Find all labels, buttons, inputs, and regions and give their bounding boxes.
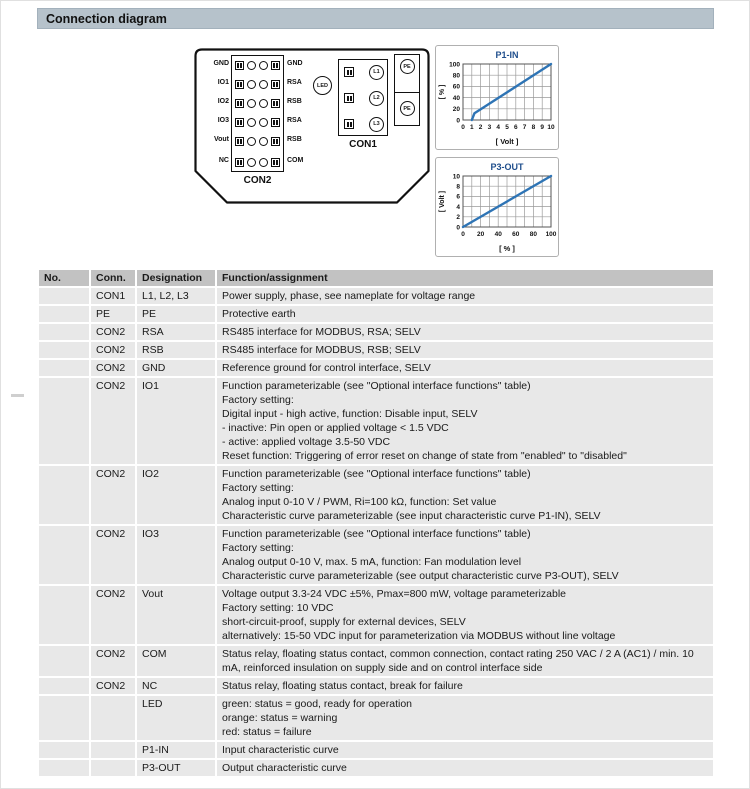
- cell-conn: CON2: [91, 586, 135, 644]
- cell-designation: RSB: [137, 342, 215, 358]
- cell-function: [217, 306, 713, 322]
- function-line: red: status = failure: [222, 726, 312, 738]
- function-line: Factory setting:: [222, 542, 294, 554]
- cell-conn: CON2: [91, 342, 135, 358]
- cell-conn: [91, 742, 135, 758]
- con2-caption: CON2: [243, 175, 272, 186]
- table-row: [39, 360, 713, 376]
- con2-pin-row: [235, 117, 280, 128]
- con1-caption: CON1: [349, 139, 377, 150]
- y-tick-label: 4: [456, 203, 460, 211]
- screw-terminal-icon: [259, 118, 268, 127]
- y-tick-label: 100: [449, 61, 460, 69]
- cell-designation: COM: [137, 646, 215, 676]
- x-tick-label: 60: [512, 231, 520, 238]
- cell-conn: CON2: [91, 324, 135, 340]
- terminal-contact-icon: [271, 61, 280, 70]
- cell-designation: P1-IN: [137, 742, 215, 758]
- function-line: - inactive: Pin open or applied voltage < 1.5 VDC: [222, 422, 449, 434]
- screw-terminal-icon: [259, 61, 268, 70]
- y-tick-label: 2: [456, 214, 460, 222]
- table-header-cell: No.: [39, 270, 89, 286]
- con2-left-label: IO2: [217, 98, 229, 105]
- cell-conn: CON2: [91, 526, 135, 584]
- terminal-contact-icon: [344, 93, 354, 103]
- function-line: - active: applied voltage 3.5-50 VDC: [222, 436, 391, 448]
- y-tick-label: 80: [452, 72, 460, 80]
- function-line: Function parameterizable (see "Optional interface functions" table): [222, 380, 531, 392]
- con2-left-label: IO1: [217, 79, 229, 86]
- con2-left-label: IO3: [217, 117, 229, 124]
- screw-terminal-icon: [259, 99, 268, 108]
- pe-terminal-box-top: [394, 54, 420, 93]
- x-tick-label: 10: [547, 124, 555, 131]
- cell-designation: LED: [137, 696, 215, 740]
- function-line: RS485 interface for MODBUS, RSA; SELV: [222, 326, 421, 338]
- x-axis-label: [ Volt ]: [495, 137, 519, 146]
- con2-right-label: RSB: [287, 98, 302, 105]
- function-line: Analog input 0-10 V / PWM, Ri=100 kΩ, function: Set value: [222, 496, 497, 508]
- con2-right-label: RSA: [287, 117, 302, 124]
- cell-no: [39, 646, 89, 676]
- x-tick-label: 7: [522, 124, 527, 131]
- function-line: Factory setting: 10 VDC: [222, 602, 334, 614]
- function-line: Reset function: Triggering of error reset on change of state from "enabled" to "disabled": [222, 450, 627, 462]
- table-header-cell: Designation: [137, 270, 215, 286]
- chart-p3-out: [435, 157, 559, 257]
- function-line: Factory setting:: [222, 482, 294, 494]
- con2-left-label: NC: [218, 157, 229, 164]
- cell-no: [39, 342, 89, 358]
- table-row: [39, 342, 713, 358]
- table-row: [39, 526, 713, 584]
- chart-p1-in: [435, 45, 559, 150]
- cell-function: [217, 324, 713, 340]
- con2-pin-row: [235, 79, 280, 90]
- table-row: [39, 306, 713, 322]
- terminal-contact-icon: [271, 80, 280, 89]
- function-line: Voltage output 3.3-24 VDC ±5%, Pmax=800 mW, voltage parameterizable: [222, 588, 566, 600]
- con2-right-label: GND: [287, 60, 303, 67]
- phase-terminal-icon: L1: [369, 65, 384, 80]
- cell-designation: RSA: [137, 324, 215, 340]
- function-line: Protective earth: [222, 308, 296, 320]
- cell-no: [39, 324, 89, 340]
- cell-conn: [91, 760, 135, 776]
- function-line: Status relay, floating status contact, common connection, contact rating 250 VAC / 2 A (AC1) / min. 10 mA, reinforced insulation on supply side and on control interface side: [222, 648, 694, 674]
- function-line: Function parameterizable (see "Optional interface functions" table): [222, 528, 531, 540]
- cell-conn: PE: [91, 306, 135, 322]
- cell-function: [217, 378, 713, 464]
- function-line: Characteristic curve parameterizable (see output characteristic curve P3-OUT), SELV: [222, 570, 619, 582]
- cell-designation: IO2: [137, 466, 215, 524]
- cell-function: [217, 646, 713, 676]
- connection-table-head: [39, 270, 713, 286]
- x-tick-label: 3: [487, 124, 492, 131]
- con1-phase-row: [344, 64, 384, 80]
- terminal-contact-icon: [271, 99, 280, 108]
- cell-no: [39, 378, 89, 464]
- cell-function: [217, 742, 713, 758]
- function-line: Analog output 0-10 V, max. 5 mA, function: Fan modulation level: [222, 556, 522, 568]
- pe-terminal-icon: PE: [400, 59, 415, 74]
- x-tick-label: 100: [545, 231, 557, 238]
- x-tick-label: 6: [513, 124, 518, 131]
- y-tick-label: 40: [452, 94, 460, 102]
- cell-no: [39, 466, 89, 524]
- table-row: [39, 696, 713, 740]
- terminal-contact-icon: [235, 137, 244, 146]
- x-tick-label: 9: [540, 124, 545, 131]
- cell-function: [217, 360, 713, 376]
- y-tick-label: 6: [456, 193, 460, 201]
- function-line: Digital input - high active, function: Disable input, SELV: [222, 408, 478, 420]
- function-line: Characteristic curve parameterizable (see input characteristic curve P1-IN), SELV: [222, 510, 601, 522]
- page-title: Connection diagram: [46, 11, 167, 26]
- screw-terminal-icon: [259, 80, 268, 89]
- cell-no: [39, 760, 89, 776]
- cell-function: [217, 586, 713, 644]
- table-row: [39, 324, 713, 340]
- cell-no: [39, 306, 89, 322]
- cell-no: [39, 742, 89, 758]
- function-line: green: status = good, ready for operation: [222, 698, 412, 710]
- cell-no: [39, 526, 89, 584]
- cell-conn: CON2: [91, 466, 135, 524]
- table-header-cell: Function/assignment: [217, 270, 713, 286]
- cell-designation: L1, L2, L3: [137, 288, 215, 304]
- pe-terminal-box-bottom: [394, 92, 420, 126]
- data-series-line: [472, 64, 551, 120]
- x-tick-label: 1: [469, 124, 474, 131]
- y-tick-label: 60: [452, 83, 460, 91]
- phase-terminal-icon: L2: [369, 91, 384, 106]
- cell-function: [217, 526, 713, 584]
- screw-terminal-icon: [247, 158, 256, 167]
- con2-terminal-block: [231, 55, 284, 172]
- table-row: [39, 586, 713, 644]
- terminal-contact-icon: [271, 118, 280, 127]
- cell-designation: PE: [137, 306, 215, 322]
- page-margin-mark: [11, 394, 24, 397]
- cell-designation: P3-OUT: [137, 760, 215, 776]
- x-tick-label: 4: [496, 124, 501, 131]
- cell-conn: CON2: [91, 646, 135, 676]
- x-tick-label: 0: [461, 124, 465, 131]
- con2-pin-row: [235, 136, 280, 147]
- terminal-contact-icon: [235, 61, 244, 70]
- table-row: [39, 678, 713, 694]
- chart-title: P1-IN: [495, 50, 519, 60]
- function-line: short-circuit-proof, supply for external devices, SELV: [222, 616, 466, 628]
- terminal-contact-icon: [344, 119, 354, 129]
- con1-phase-row: [344, 116, 384, 132]
- y-axis-label: [ % ]: [439, 84, 446, 100]
- y-axis-label: [ Volt ]: [439, 190, 446, 213]
- function-line: Output characteristic curve: [222, 762, 347, 774]
- cell-designation: IO3: [137, 526, 215, 584]
- terminal-contact-icon: [235, 158, 244, 167]
- y-tick-label: 0: [456, 117, 460, 125]
- cell-function: [217, 466, 713, 524]
- con2-right-label: COM: [287, 157, 304, 164]
- table-row: [39, 646, 713, 676]
- con2-left-label: GND: [213, 60, 229, 67]
- screw-terminal-icon: [247, 61, 256, 70]
- function-line: RS485 interface for MODBUS, RSB; SELV: [222, 344, 421, 356]
- y-tick-label: 8: [456, 183, 460, 191]
- table-row: [39, 288, 713, 304]
- y-tick-label: 10: [452, 173, 460, 181]
- terminal-contact-icon: [344, 67, 354, 77]
- screw-terminal-icon: [247, 80, 256, 89]
- cell-no: [39, 678, 89, 694]
- y-tick-label: 20: [452, 106, 460, 114]
- table-row: [39, 760, 713, 776]
- x-tick-label: 80: [529, 231, 538, 238]
- pe-terminal-icon: PE: [400, 101, 415, 116]
- phase-terminal-icon: L3: [369, 117, 384, 132]
- con1-phase-row: [344, 90, 384, 106]
- table-header-cell: Conn.: [91, 270, 135, 286]
- x-tick-label: 5: [505, 124, 509, 131]
- terminal-contact-icon: [235, 80, 244, 89]
- con2-right-label: RSB: [287, 136, 302, 143]
- screw-terminal-icon: [247, 99, 256, 108]
- terminal-contact-icon: [271, 158, 280, 167]
- con2-left-label: Vout: [213, 136, 229, 143]
- terminal-contact-icon: [271, 137, 280, 146]
- con2-pin-row: [235, 157, 280, 168]
- table-row: [39, 378, 713, 464]
- cell-designation: GND: [137, 360, 215, 376]
- cell-designation: Vout: [137, 586, 215, 644]
- cell-conn: [91, 696, 135, 740]
- cell-designation: IO1: [137, 378, 215, 464]
- screw-terminal-icon: [247, 118, 256, 127]
- x-axis-label: [ % ]: [499, 244, 515, 253]
- function-line: orange: status = warning: [222, 712, 338, 724]
- cell-function: [217, 760, 713, 776]
- connection-table: [37, 268, 715, 778]
- x-tick-label: 2: [478, 124, 483, 131]
- function-line: Factory setting:: [222, 394, 294, 406]
- function-line: Function parameterizable (see "Optional interface functions" table): [222, 468, 531, 480]
- table-row: [39, 742, 713, 758]
- terminal-contact-icon: [235, 118, 244, 127]
- device-connection-diagram: [194, 48, 430, 204]
- led-indicator: LED: [313, 76, 332, 95]
- x-tick-label: 8: [531, 124, 536, 131]
- cell-function: [217, 288, 713, 304]
- function-line: Power supply, phase, see nameplate for voltage range: [222, 290, 476, 302]
- section-header-bar: [37, 8, 714, 29]
- cell-no: [39, 288, 89, 304]
- cell-designation: NC: [137, 678, 215, 694]
- function-line: Status relay, floating status contact, break for failure: [222, 680, 463, 692]
- cell-conn: CON2: [91, 360, 135, 376]
- cell-function: [217, 678, 713, 694]
- cell-conn: CON2: [91, 378, 135, 464]
- function-line: Reference ground for control interface, SELV: [222, 362, 431, 374]
- con2-pin-row: [235, 60, 280, 71]
- y-tick-label: 0: [456, 224, 460, 232]
- x-tick-label: 20: [476, 231, 485, 238]
- con2-right-label: RSA: [287, 79, 302, 86]
- screw-terminal-icon: [247, 137, 256, 146]
- cell-no: [39, 696, 89, 740]
- cell-conn: CON2: [91, 678, 135, 694]
- x-tick-label: 40: [494, 231, 502, 238]
- function-line: alternatively: 15-50 VDC input for parameterization via MODBUS without line voltage: [222, 630, 616, 642]
- cell-no: [39, 586, 89, 644]
- x-tick-label: 0: [461, 231, 465, 238]
- screw-terminal-icon: [259, 137, 268, 146]
- terminal-contact-icon: [235, 99, 244, 108]
- table-row: [39, 466, 713, 524]
- chart-title: P3-OUT: [490, 162, 524, 172]
- cell-function: [217, 342, 713, 358]
- screw-terminal-icon: [259, 158, 268, 167]
- function-line: Input characteristic curve: [222, 744, 339, 756]
- cell-conn: CON1: [91, 288, 135, 304]
- con2-pin-row: [235, 98, 280, 109]
- cell-function: [217, 696, 713, 740]
- cell-no: [39, 360, 89, 376]
